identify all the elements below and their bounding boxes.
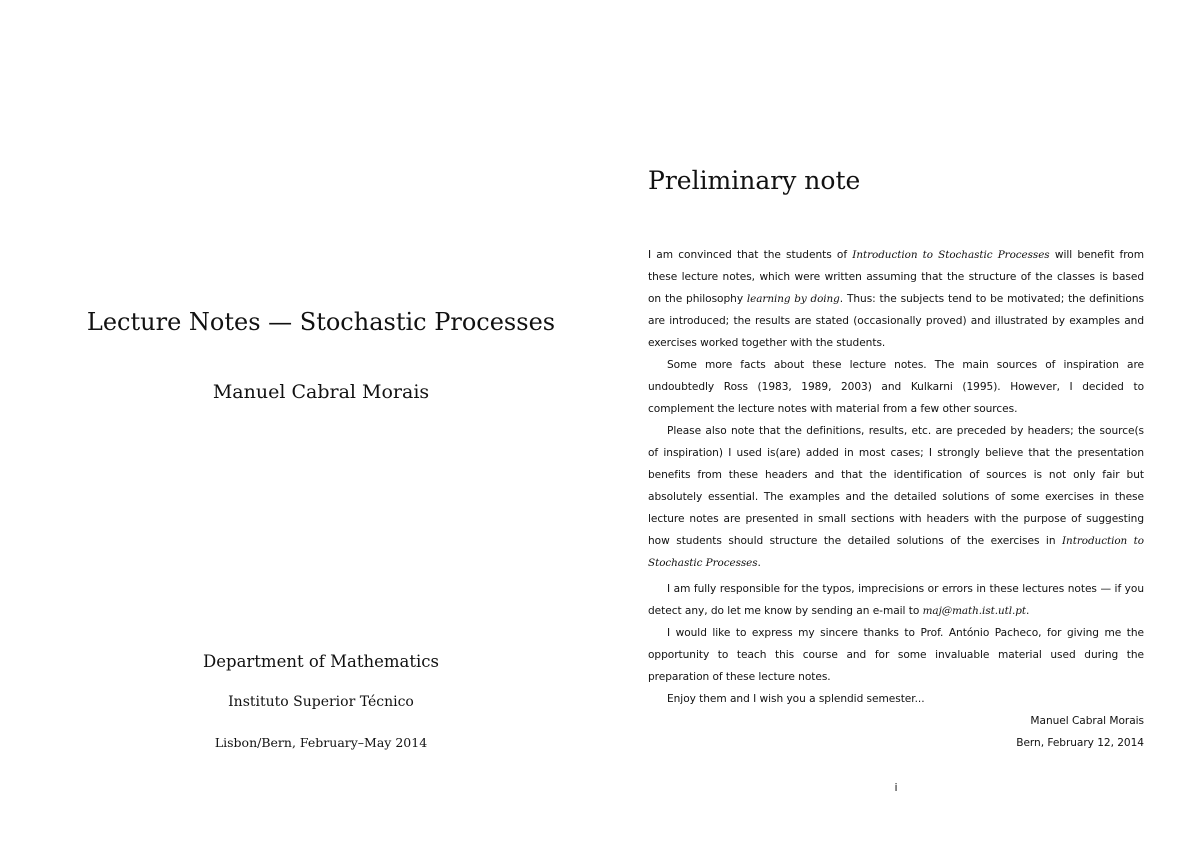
institute-name: Instituto Superior Técnico [228, 694, 414, 710]
page-number: i [894, 781, 898, 794]
document-title: Lecture Notes — Stochastic Processes [86, 308, 556, 336]
paragraph-5: I would like to express my sincere thanks to Prof. António Pacheco, for giving me the opportunity to teach this course and for some invaluable material used during the preparation of these lecture notes. [648, 627, 1144, 683]
p1-text-a: I am convinced that the students of [648, 249, 853, 261]
paragraph-1 [648, 244, 1144, 354]
p4-text-b: . [1026, 605, 1030, 617]
preliminary-note-page [600, 0, 1200, 848]
paragraph-3 [648, 420, 1144, 574]
p3-text-a: Please also note that the definitions, results, etc. are preceded by headers; the source(s of inspiration) I used is(are) added in most cases; I strongly believe that the presentation benefits from these headers and that the identification of sources is not only fair but absolutely essential. The examples and the detailed solutions of some exercises in these lecture notes are presented in small sections with headers with the purpose of suggesting how students should structure the detailed solutions of the exercises in [648, 425, 1144, 547]
signature-name: Manuel Cabral Morais [1030, 715, 1144, 727]
department-name: Department of Mathematics [203, 652, 439, 671]
section-heading: Preliminary note [648, 166, 861, 195]
course-name: Introduction to Stochastic Processes [648, 535, 1144, 569]
author-name: Manuel Cabral Morais [212, 381, 430, 403]
note-body [648, 244, 1144, 754]
paragraph-2: Some more facts about these lecture notes. The main sources of inspiration are undoubtedly Ross (1983, 1989, 2003) and Kulkarni (1995). However, I decided to complement the lecture notes with material from a few other sources. [648, 359, 1144, 415]
email-address: maj@math.ist.utl.pt [922, 605, 1027, 617]
paragraph-4 [648, 578, 1144, 622]
course-name: Introduction to Stochastic Processes [852, 249, 1050, 261]
p4-text-a: I am fully responsible for the typos, imprecisions or errors in these lectures notes — if you detect any, do let me know by sending an e-mail to [648, 583, 1144, 617]
signature-block [648, 710, 1144, 754]
p1-text-b: will benefit from these lecture notes, which were written assuming that the structure of the classes is based on the philosophy [648, 249, 1144, 305]
place-and-date: Lisbon/Bern, February–May 2014 [214, 735, 428, 750]
p1-text-c: . Thus: the subjects tend to be motivated; the definitions are introduced; the results are stated (occasionally proved) and illustrated by examples and exercises worked together with the students. [648, 293, 1144, 349]
signature-date: Bern, February 12, 2014 [1016, 737, 1144, 749]
paragraph-6: Enjoy them and I wish you a splendid semester... [667, 693, 925, 705]
philosophy-phrase: learning by doing [746, 293, 840, 305]
p3-text-b: . [757, 557, 761, 569]
